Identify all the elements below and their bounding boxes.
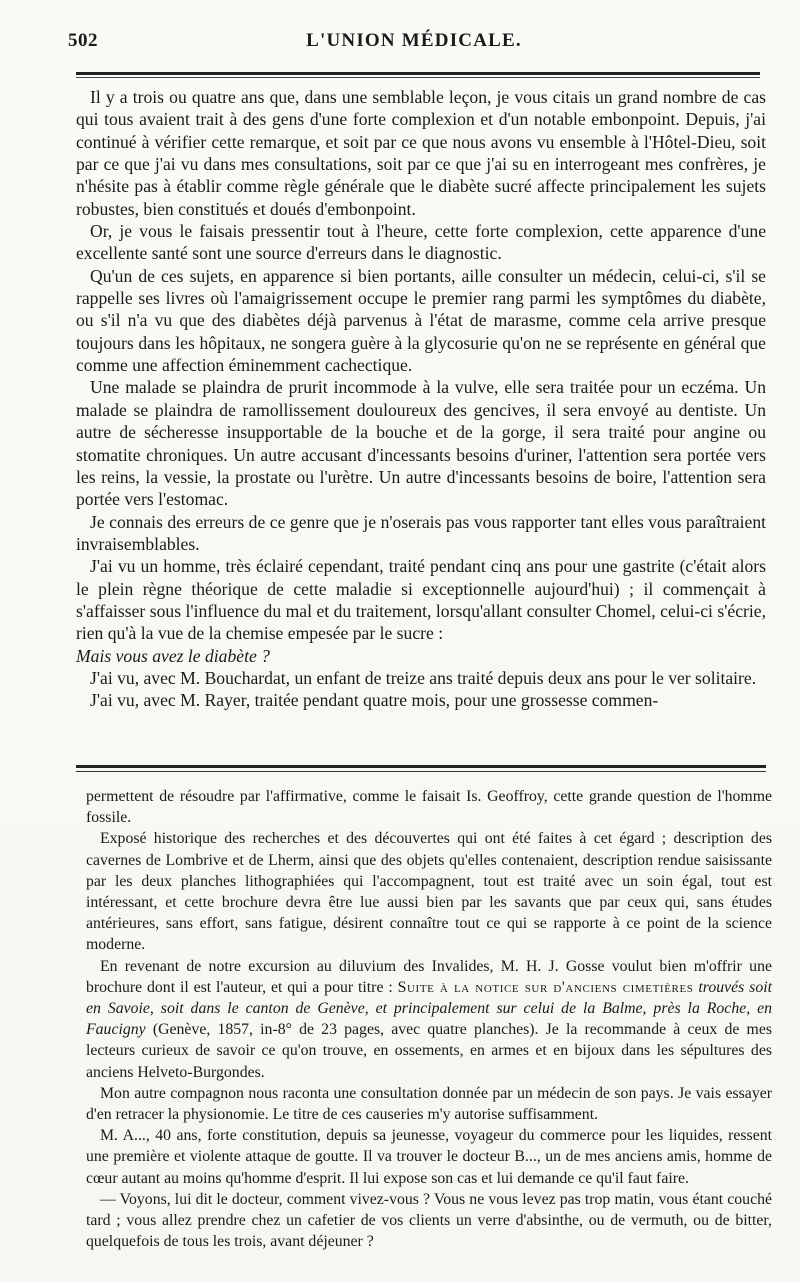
paragraph: J'ai vu un homme, très éclairé cependant, traité pendant cinq ans pour une gastrite (c'était alors le plein règne théorique de cette maladie si exceptionnelle aujourd'hui) ; il commençait à s'affaisser sous l'influence du mal et du traitement, lorsqu'allant consulter Chomel, celui-ci s'écrie, rien qu'à la vue de la chemise empesée par le sucre : [76,556,766,644]
feuilleton-rule-thin [76,771,766,772]
quote-text: Mais vous avez le diabète ? [76,645,270,666]
paragraph: Une malade se plaindra de prurit incommode à la vulve, elle sera traitée pour un eczéma. Un malade se plaindra de ramollissement douloureux des gencives, il sera envoyé au dentiste. Un autre de sécheresse insupportable de la bouche et de la gorge, il sera traité pour angine ou stomatite chroniques. Un autre accusant d'incessants besoins d'uriner, l'attention sera portée vers les reins, la vessie, la prostate ou l'urètre. Un autre d'incessants besoins de boire, l'attention sera portée vers l'estomac. [76,377,766,510]
feuilleton-text: (Genève, 1857, in-8° de 23 pages, avec quatre planches). Je la recommande à ceux de mes lecteurs curieux de savoir ce qu'on trouve, en ossements, en armes et en bijoux dans les sépultures des anciens Helveto-Burgondes. [86,1021,772,1081]
feuilleton-paragraph: permettent de résoudre par l'affirmative, comme le faisait Is. Geoffroy, cette grande question de l'homme fossile. [86,788,772,827]
paragraph: J'ai vu, avec M. Rayer, traitée pendant quatre mois, pour une grossesse commen- [90,690,659,711]
paragraph: J'ai vu, avec M. Bouchardat, un enfant de treize ans traité depuis deux ans pour le ver solitaire. [90,667,757,688]
paragraph: Qu'un de ces sujets, en apparence si bien portants, aille consulter un médecin, celui-ci, s'il se rappelle ses livres où l'amaigrissement occupe le premier rang parmi les symptômes du diabète, ou s'il n'a vu que des diabètes déjà parvenus à l'état de marasme, comme cela arrive presque toujours dans les hôpitaux, ne songera guère à la glycosurie qu'on ne se représente en général que comme une affection éminemment cachectique. [76,265,766,376]
header-rule-thin [76,77,760,78]
paragraph: Je connais des erreurs de ce genre que je n'oserais pas vous rapporter tant elles vous paraîtraient invraisemblables. [76,511,766,554]
feuilleton-paragraph: Mon autre compagnon nous raconta une consultation donnée par un médecin de son pays. Je vais essayer d'en retracer la physionomie. Le titre de ces causeries m'y autorise suffisamment. [86,1084,772,1124]
book-title: Suite à la notice sur d'anciens cimetières [397,978,694,996]
feuilleton-text: En revenant de notre excursion au diluvium des Invalides, M. H. J. Gosse voulut bien m'offrir une brochure dont il est l'auteur, et qui a pour titre : [86,957,772,996]
page-number: 502 [68,30,98,51]
paragraph: Il y a trois ou quatre ans que, dans une semblable leçon, je vous citais un grand nombre de cas qui tous avaient trait à des gens d'une forte complexion et d'un notable embonpoint. Depuis, j'ai continué à vérifier cette remarque, et soit par ce que nous avons vu ensemble à l'Hôtel-Dieu, soit par ce que j'ai vu dans mes consultations, soit par ce que j'ai su en interrogeant mes confrères, je n'hésite pas à établir comme règle générale que le diabète sucré affecte principalement les sujets robustes, bien constitués et doués d'embonpoint. [76,87,766,219]
feuilleton-paragraph: Exposé historique des recherches et des découvertes qui ont été faites à cet égard ; description des cavernes de Lombrive et de Lherm, ainsi que des objets qu'elles contenaient, description rendue saisissante par les deux planches lithographiées qui l'accompagnent, tout est traité avec un soin égal, tout est intéressant, et cette brochure devra être lue aussi bien par les savants que par ceux qui, sans études antérieures, sans effort, sans fatigue, désirent connaître tout ce qui se rapporte à ce point de la science moderne. [86,830,772,954]
feuilleton-section [86,786,772,1252]
feuilleton-paragraph [86,956,772,1083]
paragraph: Or, je vous le faisais pressentir tout à l'heure, cette forte complexion, cette apparence d'une excellente santé sont une source d'erreurs dans le diagnostic. [76,221,766,264]
book-subtitle: trouvés soit en Savoie, soit dans le canton de Genève, et principalement sur celui de la Balme, près la Roche, en Faucigny [86,978,773,1039]
feuilleton-rule [76,765,766,768]
header-rule [76,72,760,75]
feuilleton-paragraph: — Voyons, lui dit le docteur, comment vivez-vous ? Vous ne vous levez pas trop matin, vous étant couché tard ; vous allez prendre chez un cafetier de vos clients un verre d'absinthe, ou de vermuth, ou de bitter, quelquefois de tous les trois, avant déjeuner ? [86,1190,772,1251]
running-title: L'UNION MÉDICALE. [306,30,522,51]
italic-quote [76,645,766,667]
main-article [76,86,766,712]
page-header [68,30,760,64]
feuilleton-paragraph: M. A..., 40 ans, forte constitution, depuis sa jeunesse, voyageur du commerce pour les liquides, ressent une première et violente attaque de goutte. Il va trouver le docteur B..., un de mes anciens amis, homme de cœur autant au moins qu'homme d'esprit. Il lui expose son cas et lui demande ce qu'il faut faire. [86,1127,772,1187]
